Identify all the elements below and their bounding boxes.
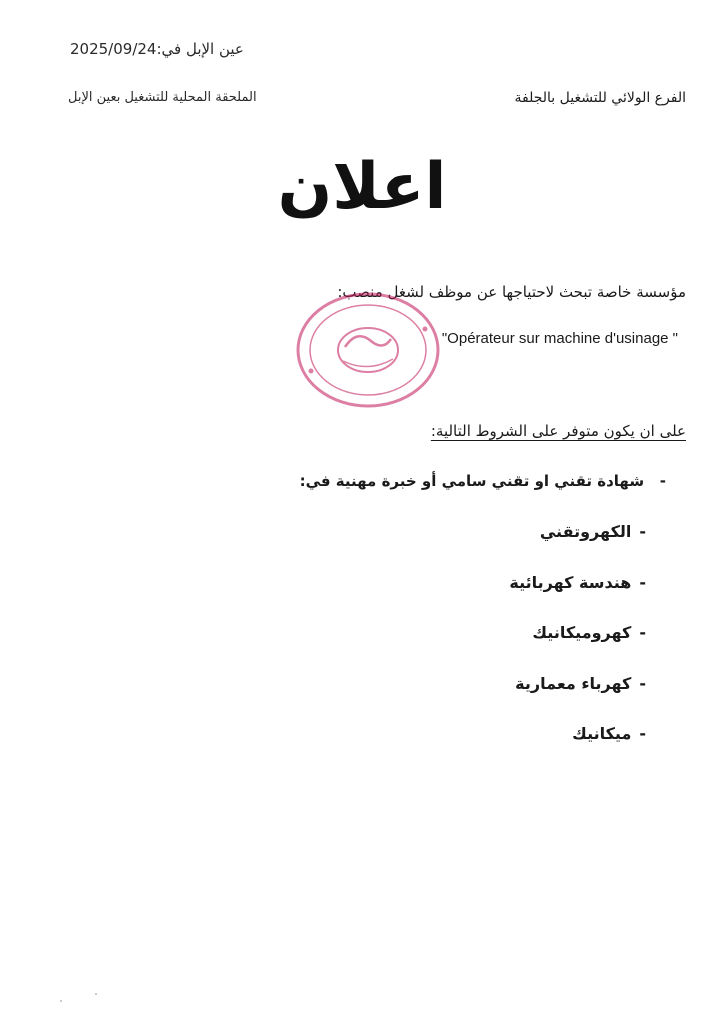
list-item: [509, 724, 646, 775]
specialty-text: كهرباء معمارية: [515, 673, 632, 693]
specialty-text: هندسة كهربائية: [509, 572, 632, 592]
date-value: 2025/09/24: [70, 40, 157, 58]
intro-text: مؤسسة خاصة تبحث لاحتياجها عن موظف لشغل منصب:: [337, 283, 686, 301]
official-stamp: [293, 289, 443, 411]
list-bullet: -: [639, 724, 646, 743]
specialty-text: كهروميكانيك: [532, 623, 632, 642]
list-bullet: -: [639, 623, 646, 642]
specialties-list: [509, 522, 646, 775]
list-bullet: -: [639, 522, 646, 541]
list-bullet: -: [639, 673, 646, 693]
list-item: [509, 674, 646, 725]
page-title: اعلان: [277, 150, 447, 224]
date-line: [70, 40, 244, 58]
specialty-text: ميكانيك: [572, 724, 632, 743]
list-bullet: -: [639, 572, 646, 592]
list-item: [509, 623, 646, 674]
date-label: عين الإبل في:: [156, 40, 244, 58]
conditions-heading: على ان يكون متوفر على الشروط التالية:: [430, 422, 686, 440]
specialty-text: الكهروتقني: [539, 522, 632, 541]
scan-speck: [60, 1000, 62, 1002]
scan-speck: [95, 993, 97, 995]
regional-office-header: الفرع الولائي للتشغيل بالجلفة: [514, 90, 686, 106]
requirement-bullet: -: [659, 472, 666, 490]
job-title: "Opérateur sur machine d'usinage ": [441, 330, 678, 347]
requirement-line: [300, 472, 666, 490]
list-item: [509, 522, 646, 573]
local-office-header: الملحقة المحلية للتشغيل بعين الإبل: [68, 90, 257, 105]
list-item: [509, 573, 646, 624]
requirement-text: شهادة تقني او تقني سامي أو خبرة مهنية في:: [299, 472, 645, 490]
